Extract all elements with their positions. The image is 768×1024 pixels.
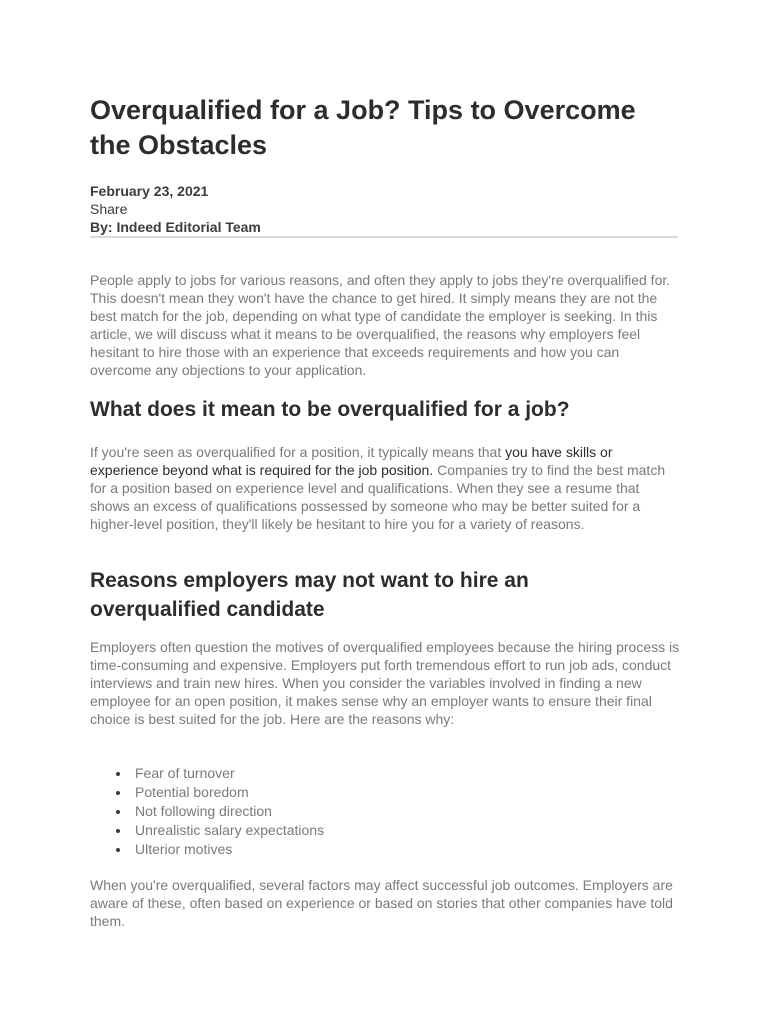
section-heading-reasons: Reasons employers may not want to hire an overqualified candidate: [90, 569, 529, 621]
list-item: Fear of turnover: [90, 764, 324, 783]
publish-date: February 23, 2021: [90, 183, 209, 199]
list-item: Potential boredom: [90, 783, 324, 802]
section-paragraph-what-it-means: [90, 443, 680, 533]
article-title: Overqualified for a Job? Tips to Overcome the Obstacles: [90, 95, 636, 160]
list-item: Not following direction: [90, 802, 324, 821]
highlighted-text: you have skills or experience beyond what is required for the job position.: [90, 444, 613, 478]
section-paragraph-reasons: Employers often question the motives of overqualified employees because the hiring process is time-consuming and expensive. Employers put forth tremendous effort to run job ads, conduct interviews and train new hires. When you consider the variables involved in finding a new employee for an open position, it makes sense why an employer wants to ensure their final choice is best suited for the job. Here are the reasons why:: [90, 639, 680, 727]
paragraph-text: If you're seen as overqualified for a position, it typically means that: [90, 444, 506, 460]
section-heading-what-it-means: What does it mean to be overqualified for a job?: [90, 398, 570, 421]
closing-paragraph: When you're overqualified, several factors may affect successful job outcomes. Employers are aware of these, often based on experience or based on stories that other companies have told them.: [90, 877, 673, 929]
intro-paragraph: People apply to jobs for various reasons, and often they apply to jobs they're overqualified for. This doesn't mean they won't have the chance to get hired. It simply means they are not the best match for the job, depending on what type of candidate the employer is seeking. In this article, we will discuss what it means to be overqualified, the reasons why employers feel hesitant to hire those with an experience that exceeds requirements and how you can overcome any objections to your application.: [90, 272, 671, 378]
list-item: Unrealistic salary expectations: [90, 821, 324, 840]
meta-divider: [90, 236, 678, 238]
paragraph-text: Companies try to find the best match for a position based on experience level and qualifications. When they see a resume that shows an excess of qualifications possessed by someone who may be better suited for a higher-level position, they'll likely be hesitant to hire you for a variety of reasons.: [90, 462, 666, 532]
reasons-list: [90, 764, 324, 859]
share-link[interactable]: Share: [90, 201, 128, 217]
list-item: Ulterior motives: [90, 840, 324, 859]
article-meta: [90, 182, 680, 236]
byline: By: Indeed Editorial Team: [90, 219, 261, 235]
